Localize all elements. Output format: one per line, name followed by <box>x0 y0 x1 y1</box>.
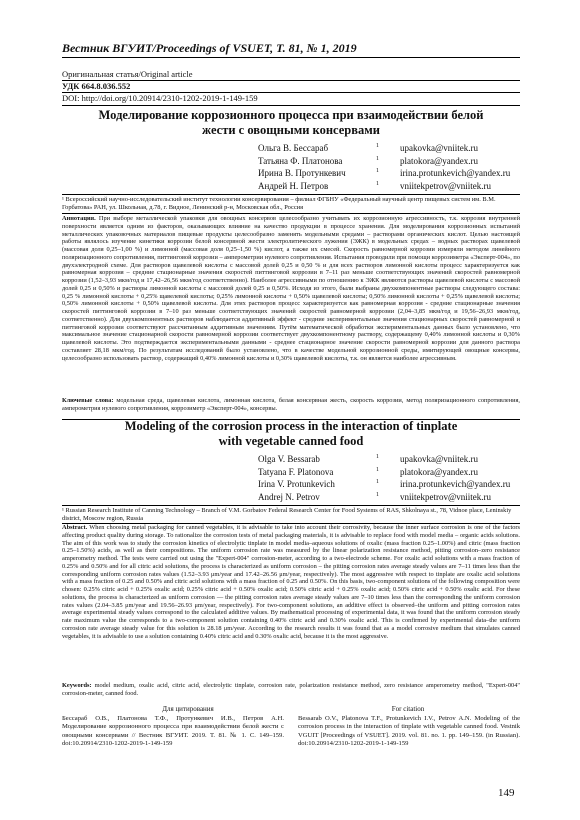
author-row <box>258 491 550 504</box>
ru-authors <box>258 142 550 192</box>
divider <box>62 105 520 106</box>
author-email[interactable]: irina.protunkevich@yandex.ru <box>400 479 511 489</box>
en-authors <box>258 453 550 503</box>
author-row <box>258 142 550 155</box>
abstract-label: Abstract. <box>62 524 88 531</box>
author-email[interactable]: vniitekpetrov@vniitek.ru <box>400 491 492 502</box>
author-email[interactable]: platokora@yandex.ru <box>400 155 479 166</box>
author-name: Andrej N. Petrov <box>258 491 320 502</box>
author-email[interactable]: irina.protunkevich@yandex.ru <box>400 168 511 178</box>
author-email[interactable]: upakovka@vniitek.ru <box>400 454 479 464</box>
author-row <box>258 466 550 479</box>
affiliation-mark: 1 <box>376 180 379 187</box>
en-abstract <box>62 524 520 640</box>
en-title-line: with vegetable canned food <box>218 434 364 448</box>
en-affiliation: ¹ Russian Research Institute of Canning Technology – Branch of V.M. Gorbatov Federal Research Center for Food Systems of RAS, Shkolnaya st., 78, Vidnoe place, Leninskiy district, Moscow region, Russia <box>62 507 512 522</box>
article-type: Оригинальная статья/Original article <box>62 69 193 79</box>
affiliation-mark: 1 <box>376 466 379 473</box>
author-name: Андрей Н. Петров <box>258 180 329 191</box>
author-row <box>258 155 550 168</box>
affiliation-mark: 1 <box>376 155 379 162</box>
author-name: Tatyana F. Platonova <box>258 466 334 477</box>
ru-citation-heading: Для цитирования <box>162 705 214 713</box>
keywords-text: модельная среда, щавелевая кислота, лимонная кислота, белая консервная жесть, скорость коррозии, метод поляризационного сопротивления, амперометрия нулевого сопротивления, коррозиметр «Эксперт-004», консервы. <box>62 397 520 412</box>
udk-code: УДК 664.8.036.552 <box>62 81 131 91</box>
keywords-label: Keywords: <box>62 682 92 689</box>
divider <box>62 213 520 214</box>
author-email[interactable]: upakovka@vniitek.ru <box>400 143 479 153</box>
abstract-text: When choosing metal packaging for canned vegetables, it is advisable to take into account their corrosivity, because the inner surface corrosion is one of the factors affecting product quality during storage. To rationalize the corrosion tests of metal packaging materials, it is advisable to replace food with model media – organic acids solutions. The aim of this work was to study the corrosion kinetics of electrolytic tinplate in model media–aqueous solutions of oxalic (mass fraction 0.25–1.00%) and citric (mass fraction 0.25–1.50%) acids, as well as their compositions. The uniform corrosion rate was measured by the linear polarization resistance method, pitting corrosion–zero resistance amperometry method. The tests were carried out using the "Expert-004" corrosion-meter, according to a two-electrode scheme. For oxalic acid solutions with a mass fraction of 0.25% and 0.50% and for all citric acid solutions, the process is characterized as uniform corrosion – the pitting corrosion rates average steady values are 7–11 times less than the corresponding uniform corrosion rates values (1.52–3.93 μm/year and 17.42–26.56 μm/year, respectively). The most aggressive with respect to tinplate are oxalic acid solutions with a mass fraction of 0.25 and 0.50% and citric acid solutions with a mass fraction of 0.25 and 0.50%. On this basis, two-component solutions of the following composition were chosen: 0.25% citric acid + 0.25% oxalic acid; 0.25% citric acid + 0.50% oxalic acid; 0.50% citric acid + 0.25% oxalic acid; 0.50% citric acid + 0.50% oxalic acid. For these solutions, the process is characterized as uniform corrosion — the pitting corrosion rates average steady values are 7–10 times less than the corresponding the uniform corrosion rates values (2.04–3.85 μm/year and 19.56–26.93 μm/year, respectively). For two-component solutions, an additive effect is observed–the uniform and pitting corrosion rates average experimental steady values correspond to the calculated additive values. By mathematical processing of experimental data, it was found that the uniform corrosion steady rate maximum value the corresponds to a two-component solution containing 0.40% citric acid and 0.30% oxalic acid. This is confirmed by experimental data–the uniform corrosion rate average steady value for this solution is 28.18 μm/year. According to the research results it was found that as a model corrosive medium that simulates canned vegetables, it is advisable to use a solution containing 0.40% citric acid and 0.30% oxalic acid, because it is the most aggressive. <box>62 524 521 640</box>
author-row <box>258 453 550 466</box>
divider <box>62 505 520 506</box>
en-title-line: Modeling of the corrosion process in the interaction of tinplate <box>124 419 458 433</box>
ru-citation: Бессараб О.В., Платонова Т.Ф., Протункевич И.В., Петров А.Н. Моделирование коррозионного процесса при взаимодействии белой жести с овощными консервами // Вестник ВГУИТ. 2019. Т. 81. № 1. С. 149–159. doi:10.20914/2310-1202-2019-1-149-159 <box>62 715 284 748</box>
page-number: 149 <box>498 787 515 799</box>
author-name: Татьяна Ф. Платонова <box>258 155 343 166</box>
ru-title-line: Моделирование коррозионного процесса при взаимодействии белой <box>98 108 484 122</box>
abstract-label: Аннотация. <box>62 215 96 222</box>
author-row <box>258 167 550 180</box>
ru-title <box>62 108 520 138</box>
author-name: Ирина В. Протункевич <box>258 168 346 178</box>
author-name: Irina V. Protunkevich <box>258 479 335 489</box>
author-name: Olga V. Bessarab <box>258 454 320 464</box>
en-citation-heading: For citation <box>391 705 425 713</box>
affiliation-mark: 1 <box>376 168 379 174</box>
ru-title-line: жести с овощными консервами <box>202 123 380 137</box>
ru-affiliation: ¹ Всероссийский научно-исследовательский институт технологии консервирования – филиал ФГБНУ «Федеральный научный центр пищевых систем им. В.М. Горбатова» РАН, ул. Школьная, д.78, г. Видное, Ленинский р-н, Московская обл., Россия <box>62 196 496 211</box>
doi-link[interactable]: DOI: http://doi.org/10.20914/2310-1202-2019-1-149-159 <box>62 93 258 103</box>
divider <box>62 194 520 195</box>
author-email[interactable]: vniitekpetrov@vniitek.ru <box>400 180 492 191</box>
affiliation-mark: 1 <box>376 143 379 149</box>
author-row <box>258 180 550 193</box>
en-keywords <box>62 682 520 698</box>
keywords-label: Ключевые слова: <box>62 397 114 404</box>
affiliation-mark: 1 <box>376 454 379 460</box>
author-email[interactable]: platokora@yandex.ru <box>400 466 479 477</box>
author-row <box>258 478 550 491</box>
affiliation-mark: 1 <box>376 491 379 498</box>
en-title <box>62 419 520 449</box>
ru-keywords <box>62 397 520 413</box>
affiliation-mark: 1 <box>376 479 379 485</box>
keywords-text: model medium, oxalic acid, citric acid, electrolytic tinplate, corrosion rate, polarization resistance method, zero resistance amperometry method, "Expert-004" corrosion-meter, canned food. <box>62 682 520 697</box>
en-citation: Bessarab O.V., Platonova T.F., Protunkevich I.V., Petrov A.N. Modeling of the corrosion process in the interaction of tinplate with vegetable canned food. Vestnik VGUIT [Proceedings of VSUET]. 2019. vol. 81. no. 1. pp. 149–159. (in Russian). doi:10.20914/2310-1202-2019-1-149-159 <box>298 715 520 748</box>
journal-running-header: Вестник ВГУИТ/Proceedings of VSUET, Т. 81, № 1, 2019 <box>62 41 520 58</box>
author-name: Ольга В. Бессараб <box>258 143 329 153</box>
ru-abstract <box>62 215 520 362</box>
abstract-text: При выборе металлической упаковки для овощных консервов целесообразно учитывать их коррозионную агрессивность, т.к. коррозия внутренней поверхности является одним из факторов, оказывающих влияние на качество продукции в процессе хранения. Для моделирования коррозионных испытаний металлических упаковочных материалов пищевые продукты целесообразно заменять модельными средами – растворами органических кислот. Целью настоящей работы являлось изучение кинетики коррозии белой консервной жести электролитического лужения (ЭЖК) в модельных средах – водных растворах щавелевой (массовая доля 0,25–1,00 %) и лимонной (массовая доля 0,25–1,50 %) кислот, а также их смесей. Скорость равномерной коррозии измеряли методом линейного поляризационного сопротивления, питтинговой коррозии – амперометрии нулевого сопротивления. Испытания проводили при помощи коррозиметра «Эксперт-004», по двухэлектродной схеме. Для растворов щавелевой кислоты с массовой долей 0,25 и 0,50 % и для всех растворов лимонной кислоты процесс характеризуется как равномерная коррозия – средние стационарные значения скоростей питтинговой коррозии в 7–11 раз меньше соответствующих значений скоростей равномерной коррозии (1,52–3,93 мкм/год и 17,42–26,56 мкм/год соответственно). Наиболее агрессивными по отношению к ЭЖК являются растворы щавелевой кислоты с массовой долей 0,25 и 0,50% и растворы лимонной кислоты с массовой долей 0,25 и 0,50%. Исходя из этого, были выбраны двухкомпонентные растворы следующего состава: 0,25 % лимонной кислоты + 0,25% щавелевой кислоты; 0,25% лимонной кислоты + 0,50% щавелевой кислоты; 0,50% лимонной кислоты + 0,25% щавелевой кислоты; 0,50% лимонной кислоты + 0,50% щавелевой кислоты. Для этих растворов процесс характеризуется как равномерная коррозия - средние стационарные значения скоростей питтинговой коррозии в 7–10 раз меньше соответствующих значений скоростей равномерной коррозии (2,04–3,85 мкм/год и 19,56–26,93 мкм/год, соответственно). Для двухкомпонентных растворов наблюдается аддитивный эффект - средние экспериментальные значения стационарных скоростей равномерной и питтинговой коррозии соответствуют рассчитанным аддитивным значениям. Путём математической обработки экспериментальных данных было установлено, что максимальное значение стационарной скорости равномерной коррозии соответствует двухкомпонентному раствору, содержащему 0,40% лимонной кислоты и 0,30% щавелевой кислоты. Это подтверждается экспериментальными данными - среднее стационарное значение скорости равномерной коррозии для данного раствора составляет 28,18 мкм/год. По результатам исследований было установлено, что в качестве модельной коррозионной среды, имитирующей овощные консервы, целесообразно использовать раствор, содержащий 0,40% лимонной кислоты и 0,30% щавелевой кислоты, т.к. он является наиболее агрессивным. <box>62 215 520 362</box>
